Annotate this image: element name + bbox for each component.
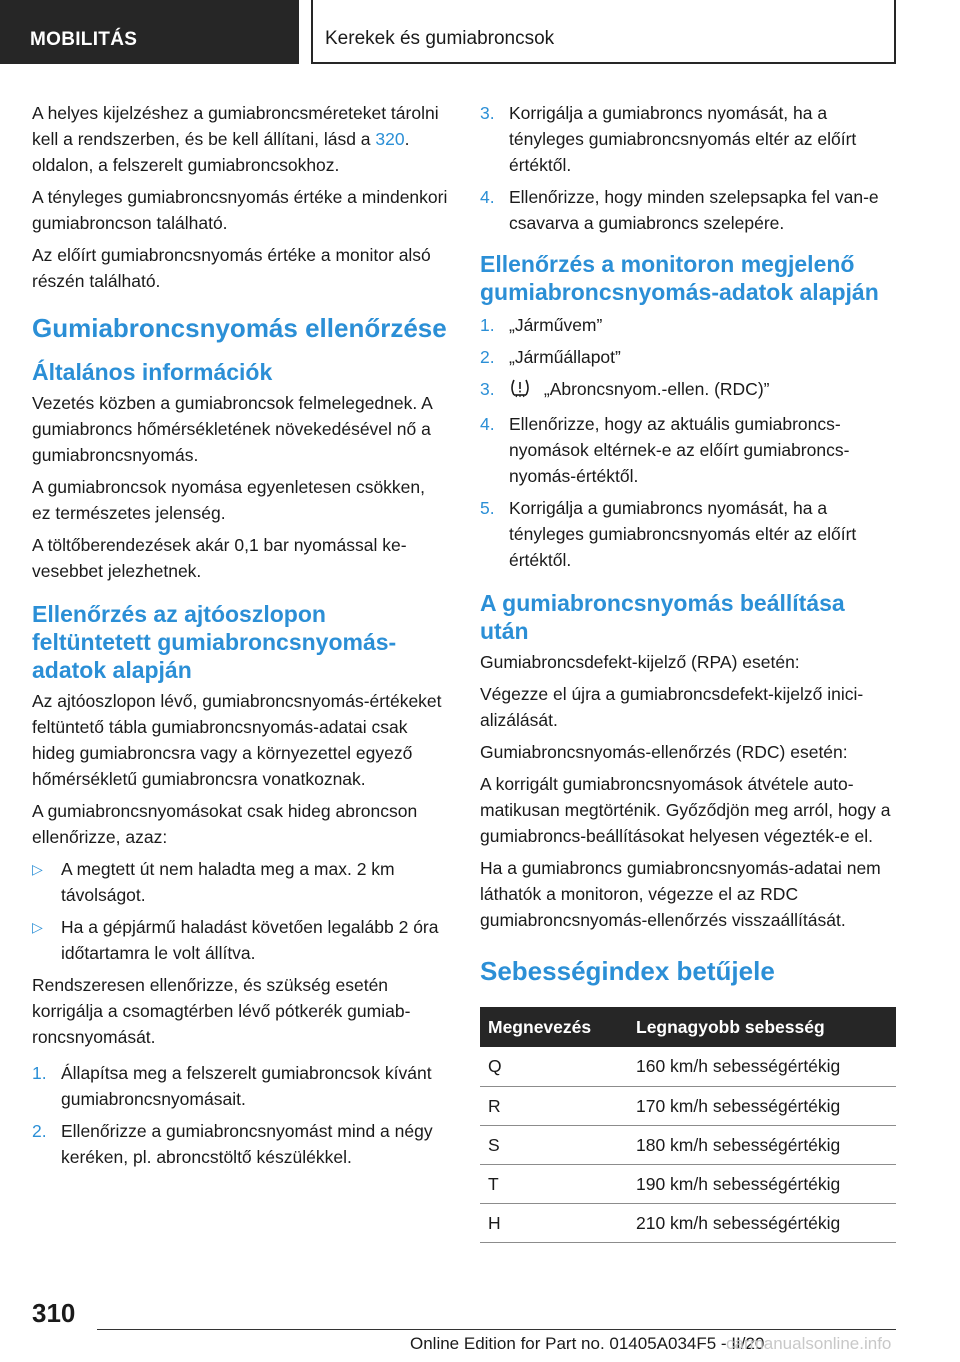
heading-tire-pressure-check: Gumiabroncsnyomás ellenőrzése <box>32 313 447 343</box>
speed-value: 160 km/h sebességértékig <box>628 1047 896 1086</box>
general-paragraph-3: A töltőberendezések akár 0,1 bar nyomással kevesebbet jelezhetnek. <box>32 535 407 581</box>
intro-paragraph-1: A helyes kijelzéshez a gumiabroncsméreteket tárolni kell a rendszerben, és be kell állítani, lásd a 320. oldalon, a felszerelt gumiabroncsokhoz. <box>32 103 439 175</box>
pillar-paragraph-2: A gumiabroncsnyomásokat csak hideg abroncson ellenőrizze, azaz: <box>32 801 418 847</box>
speed-letter: S <box>480 1125 628 1164</box>
table-row <box>480 1164 896 1203</box>
step-number: 3. <box>480 103 495 123</box>
intro-paragraph-2: A tényleges gumiabroncsnyomás értéke a mindenkori gumiabroncson található. <box>32 187 448 233</box>
pillar-steps-list-continued <box>480 100 896 236</box>
tire-pressure-warning-icon <box>509 378 531 405</box>
list-item: ▷ A megtett út nem haladta meg a max. 2 km távolságot. <box>32 856 448 908</box>
list-item: 5. Korrigálja a gumiabroncs nyomását, ha a tényleges gumiabroncsnyomás eltér az előírt értéktől. <box>480 495 896 573</box>
chapter-title: Kerekek és gumiabroncsok <box>325 28 555 49</box>
heading-door-pillar-check: Ellenőrzés az ajtóoszlopon feltüntetett gumiabroncsnyomás-adatok alapján <box>32 601 397 683</box>
column-header-designation: Megnevezés <box>480 1007 628 1047</box>
after-paragraph-1: Gumiabroncsdefekt-kijelző (RPA) esetén: <box>480 652 800 672</box>
step-number: 1. <box>32 1063 47 1083</box>
step-number: 2. <box>32 1121 47 1141</box>
heading-monitor-check: Ellenőrzés a monitoron megjelenő gumiabroncsnyomás-adatok alapján <box>480 251 879 305</box>
spare-wheel-paragraph: Rendszeresen ellenőrizze, és szükség esetén korrigálja a csomagtérben lévő pótkerék gumiabroncsnyomását. <box>32 975 411 1047</box>
after-paragraph-3: Gumiabroncsnyomás-ellenőrzés (RDC) esetén: <box>480 742 848 762</box>
pillar-paragraph-1: Az ajtóoszlopon lévő, gumiabroncsnyomás-értékeket feltüntető tábla gumiabroncsnyomás-adatai csak hideg gumiabroncsra vagy a környezettel egyező hőmérsékletű gumiabroncsra vonatkoznak. <box>32 691 442 789</box>
table-row <box>480 1203 896 1242</box>
after-paragraph-4: A korrigált gumiabroncsnyomások átvétele automatikusan megtörténik. Győződjön meg arról, hogy a gumiabroncs-beállításokat helyesen végezték-e el. <box>480 774 891 846</box>
footer-divider <box>97 1329 896 1330</box>
list-item: ▷ Ha a gépjármű haladást követően legalább 2 óra időtartamra le volt állítva. <box>32 914 448 966</box>
section-tab[interactable] <box>0 0 299 64</box>
after-paragraph-5: Ha a gumiabroncs gumiabroncsnyomás-adatai nem láthatók a monitoron, végezze el az RDC gumiabroncsnyomás-ellenőrzés visszaállítását. <box>480 858 881 930</box>
heading-after-adjustment: A gumiabroncsnyomás beállítása után <box>480 590 845 644</box>
section-title: MOBILITÁS <box>30 29 138 50</box>
list-item <box>480 312 896 338</box>
page-number: 310 <box>32 1298 76 1328</box>
step-number: 5. <box>480 498 495 518</box>
list-item <box>480 344 896 370</box>
speed-value: 190 km/h sebességértékig <box>628 1164 896 1203</box>
speed-value: 210 km/h sebességértékig <box>628 1203 896 1242</box>
list-item <box>480 376 896 405</box>
table-row <box>480 1047 896 1086</box>
general-paragraph-2: A gumiabroncsok nyomása egyenletesen csökken, ez természetes jelenség. <box>32 477 426 523</box>
intro-paragraph-3: Az előírt gumiabroncsnyomás értéke a monitor alsó részén található. <box>32 245 431 291</box>
heading-speed-index: Sebességindex betűjele <box>480 956 775 986</box>
list-item: 3. Korrigálja a gumiabroncs nyomását, ha a tényleges gumiabroncsnyomás eltér az előírt értéktől. <box>480 100 896 178</box>
pillar-steps-list <box>32 1060 448 1170</box>
table-header-row <box>480 1007 896 1047</box>
list-item: 2. Ellenőrizze a gumiabroncsnyomást mind a négy keréken, pl. abroncstöltő készülékkel. <box>32 1118 448 1170</box>
step-number: 2. <box>480 347 495 367</box>
speed-value: 180 km/h sebességértékig <box>628 1125 896 1164</box>
page-reference-link[interactable]: 320 <box>375 129 405 149</box>
page-header <box>0 0 960 64</box>
list-item: 4. Ellenőrizze, hogy az aktuális gumiabroncsnyomások eltérnek-e az előírt gumiabroncsnyomás-értéktől. <box>480 411 896 489</box>
triangle-right-icon: ▷ <box>32 861 43 877</box>
chapter-box[interactable] <box>311 0 896 64</box>
step-number: 1. <box>480 315 495 335</box>
speed-letter: R <box>480 1086 628 1125</box>
menu-path-item[interactable]: „Abroncsnyom.-ellen. (RDC)” <box>543 379 770 399</box>
speed-index-table <box>480 1007 896 1243</box>
left-column <box>32 100 448 1176</box>
right-column <box>480 100 896 1243</box>
edition-text: Online Edition for Part no. 01405A034F5 - II/20 <box>410 1334 765 1353</box>
table-row <box>480 1125 896 1164</box>
speed-letter: T <box>480 1164 628 1203</box>
speed-value: 170 km/h sebességértékig <box>628 1086 896 1125</box>
list-item: 4. Ellenőrizze, hogy minden szelepsapka fel van-e csavarva a gumiabroncs szelepére. <box>480 184 896 236</box>
speed-letter: H <box>480 1203 628 1242</box>
general-paragraph-1: Vezetés közben a gumiabroncsok felmelegednek. A gumiabroncs hőmérsékletének növekedésével nő a gumiabroncsnyomás. <box>32 393 432 465</box>
after-paragraph-2: Végezze el újra a gumiabroncsdefekt-kijelző inicializálását. <box>480 684 864 730</box>
watermark: carmanualsonline.info <box>726 1334 892 1353</box>
monitor-steps-list <box>480 312 896 573</box>
triangle-right-icon: ▷ <box>32 919 43 935</box>
heading-general-info: Általános információk <box>32 359 273 385</box>
step-number: 3. <box>480 379 495 399</box>
table-row <box>480 1086 896 1125</box>
step-number: 4. <box>480 187 495 207</box>
column-header-max-speed: Legnagyobb sebesség <box>628 1007 896 1047</box>
speed-letter: Q <box>480 1047 628 1086</box>
menu-path-item[interactable]: „Járműállapot” <box>509 347 621 367</box>
cold-tire-conditions-list <box>32 856 448 966</box>
list-item: 1. Állapítsa meg a felszerelt gumiabroncsok kívánt gumiabroncsnyomásait. <box>32 1060 448 1112</box>
step-number: 4. <box>480 414 495 434</box>
menu-path-item[interactable]: „Járművem” <box>509 315 603 335</box>
